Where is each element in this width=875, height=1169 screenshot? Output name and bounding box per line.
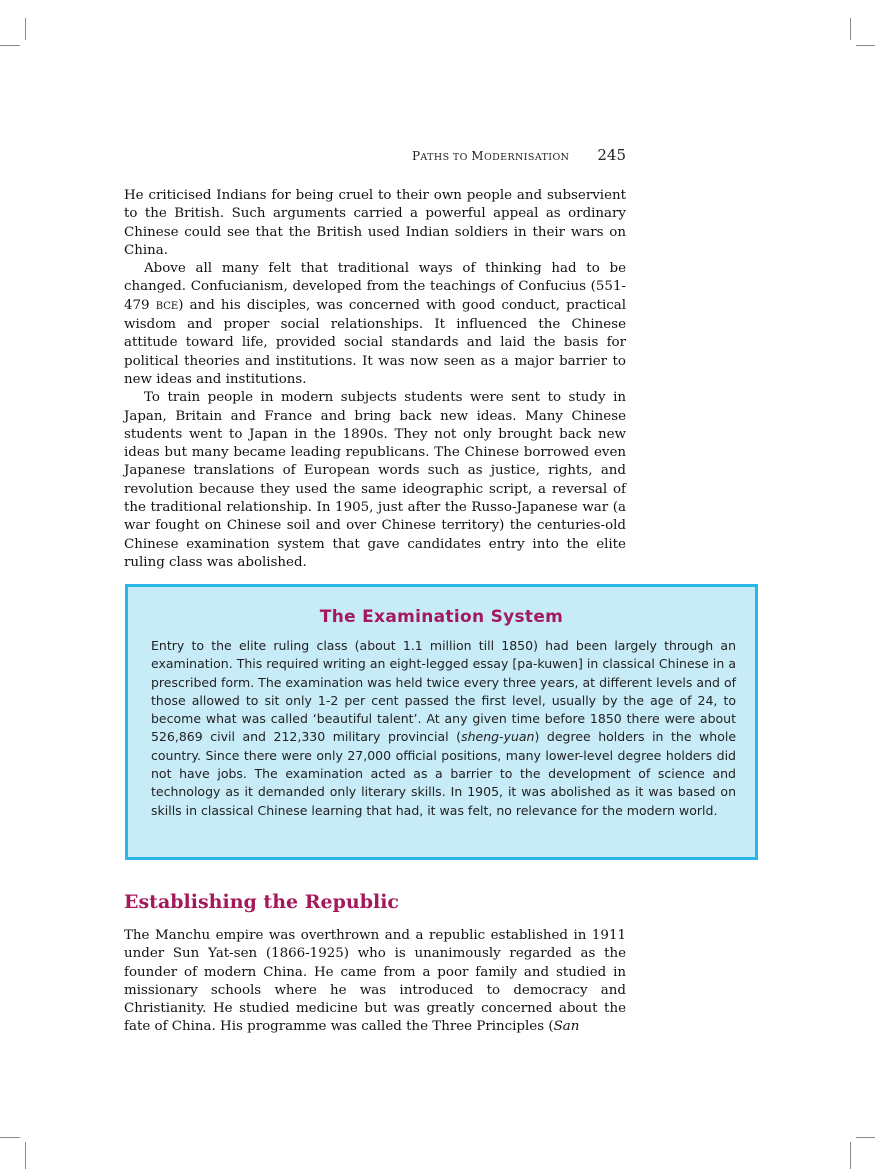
page-number: 245 xyxy=(597,146,626,164)
running-header xyxy=(124,145,626,165)
crop-mark xyxy=(25,18,26,40)
box-title: The Examination System xyxy=(319,607,564,627)
era-label: BCE xyxy=(155,300,179,312)
running-title-sc: ATHS TO xyxy=(420,152,472,163)
crop-mark xyxy=(0,1137,20,1138)
paragraph-text: Above all many felt that traditional ways of thinking had to be changed. Confucianism, developed from the teachings of Confucius (551-479 xyxy=(124,261,626,313)
body-text xyxy=(124,187,626,572)
running-title-cap: M xyxy=(471,149,484,163)
running-title xyxy=(412,149,569,163)
box-text-italic: sheng-yuan xyxy=(461,729,535,745)
running-title-sc: ODERNISATION xyxy=(483,152,570,163)
paragraph-italic: San xyxy=(553,1019,580,1035)
paragraph: To train people in modern subjects students were sent to study in Japan, Britain and France and bring back new ideas. Many Chinese students went to Japan in the 1890s. They not only brought back new ideas but many became leading republicans. The Chinese borrowed even Japanese translations of European words such as justice, rights, and revolution because they used the same ideographic script, a reversal of the traditional relationship. In 1905, just after the Russo-Japanese war (a war fought on Chinese soil and over Chinese territory) the centuries-old Chinese examination system that gave candidates entry into the elite ruling class was abolished. xyxy=(124,390,626,570)
paragraph-text: The Manchu empire was overthrown and a republic established in 1911 under Sun Yat-sen (1866-1925) who is unanimously regarded as the founder of modern China. He came from a poor family and studied in missionary schools where he was introduced to democracy and Christianity. He studied medicine but was greatly concerned about the fate of China. His programme was called the Three Principles ( xyxy=(124,928,626,1035)
box-text-part: ) degree holders in the whole country. Since there were only 27,000 official positions, many lower-level degree holders did not have jobs. The examination acted as a barrier to the development of science and technology as it demanded only literary skills. In 1905, it was abolished as it was based on skills in classical Chinese learning that had, it was felt, no relevance for the modern world. xyxy=(151,729,737,818)
paragraph xyxy=(124,260,626,389)
running-title-cap: P xyxy=(411,149,421,163)
paragraph xyxy=(124,927,626,1037)
crop-mark xyxy=(856,45,875,46)
section-heading: Establishing the Republic xyxy=(124,891,399,913)
box-text-part: Entry to the elite ruling class (about 1.1 million till 1850) had been largely through an examination. This required writing an eight-legged essay [pa-kuwen] in classical Chinese in a prescribed form. The examination was held twice every three years, at different levels and of those allowed to sit only 1-2 per cent passed the first level, usually by the age of 24, to become what was called ‘beautiful talent’. At any given time before 1850 there were about 526,869 civil and 212,330 military provincial ( xyxy=(151,638,736,745)
paragraph-text: ) and his disciples, was concerned with good conduct, practical wisdom and proper social relationships. It influenced the Chinese attitude toward life, provided social standards and laid the basis for political theories and institutions. It was now seen as a major barrier to new ideas and institutions. xyxy=(124,297,626,387)
box-text xyxy=(151,637,736,820)
crop-mark xyxy=(856,1137,875,1138)
crop-mark xyxy=(25,1142,26,1169)
paragraph: He criticised Indians for being cruel to their own people and subservient to the British. Such arguments carried a powerful appeal as ordinary Chinese could see that the British used Indian soldiers in their wars on China. xyxy=(124,188,626,258)
crop-mark xyxy=(850,18,851,40)
section-text xyxy=(124,927,626,1037)
examination-system-box xyxy=(125,584,758,860)
crop-mark xyxy=(850,1142,851,1169)
crop-mark xyxy=(0,45,20,46)
